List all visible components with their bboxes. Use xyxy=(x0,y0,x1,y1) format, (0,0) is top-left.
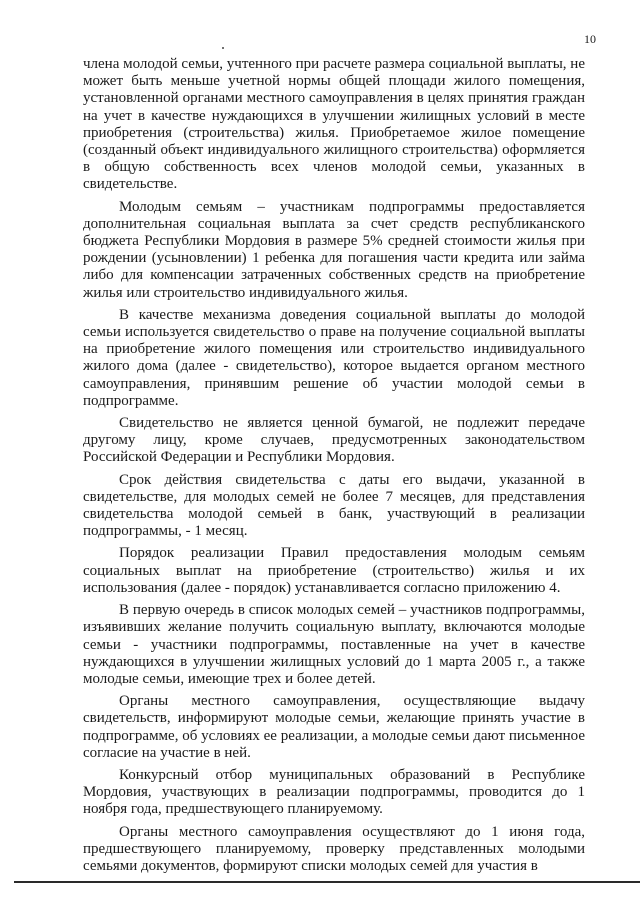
paragraph: Срок действия свидетельства с даты его выдачи, указанной в свидетельстве, для молодых семей не более 7 месяцев, для представления свидетельства молодой семьей в банк, участвующий в реализации подпрограммы, - 1 месяц. xyxy=(83,471,585,540)
page-bottom-rule xyxy=(14,881,640,883)
paragraph: Органы местного самоуправления, осуществляющие выдачу свидетельств, информируют молодые семьи, желающие принять участие в подпрограмме, об условиях ее реализации, а молодые семьи дают письменное согласие на участие в ней. xyxy=(83,693,585,761)
paragraph: члена молодой семьи, учтенного при расчете размера социальной выплаты, не может быть меньше учетной нормы общей площади жилого помещения, установленной органами местного самоуправления в целях принятия граждан на учет в качестве нуждающихся в улучшении жилищных условий в месте приобретения (строительства) жилья. Приобретаемое жилое помещение (созданный объект индивидуального жилищного строительства) оформляется в общую собственность всех членов молодой семьи, указанных в свидетельстве. xyxy=(83,56,585,193)
page-number: 10 xyxy=(584,32,596,46)
paragraph: В качестве механизма доведения социальной выплаты до молодой семьи используется свидетельство о праве на получение социальной выплаты на приобретение жилого помещения или строительство индивидуального жилого дома (далее - свидетельство), которое выдается органом местного самоуправления, принявшим решение об участии молодой семьи в подпрограмме. xyxy=(83,306,585,409)
paragraph: Свидетельство не является ценной бумагой, не подлежит передаче другому лицу, кроме случаев, предусмотренных законодательством Российской Федерации и Республики Мордовия. xyxy=(83,415,585,466)
paragraph: В первую очередь в список молодых семей – участников подпрограммы, изъявивших желание получить социальную выплату, включаются молодые семьи - участники подпрограммы, поставленные на учет в качестве нуждающихся в улучшении жилищных условий до 1 марта 2005 г., а также молодые семьи, имеющие трех и более детей. xyxy=(83,602,585,687)
paragraph: Порядок реализации Правил предоставления молодым семьям социальных выплат на приобретение (строительство) жилья и их использования (далее - порядок) устанавливается согласно приложению 4. xyxy=(83,545,585,596)
paragraph: Органы местного самоуправления осуществляют до 1 июня года, предшествующего планируемому, проверку представленных молодыми семьями документов, формируют списки молодых семей для участия в xyxy=(83,823,585,874)
paragraph: Молодым семьям – участникам подпрограммы предоставляется дополнительная социальная выплата за счет средств республиканского бюджета Республики Мордовия в размере 5% средней стоимости жилья при рождении (усыновлении) 1 ребенка для погашения части кредита или займа либо для компенсации затраченных собственных средств на приобретение жилья или строительство индивидуального жилья. xyxy=(83,198,585,301)
scan-speck xyxy=(222,47,224,49)
paragraph: Конкурсный отбор муниципальных образований в Республике Мордовия, участвующих в реализации подпрограммы, проводится до 1 ноября года, предшествующего планируемому. xyxy=(83,766,585,818)
document-body xyxy=(83,56,585,880)
